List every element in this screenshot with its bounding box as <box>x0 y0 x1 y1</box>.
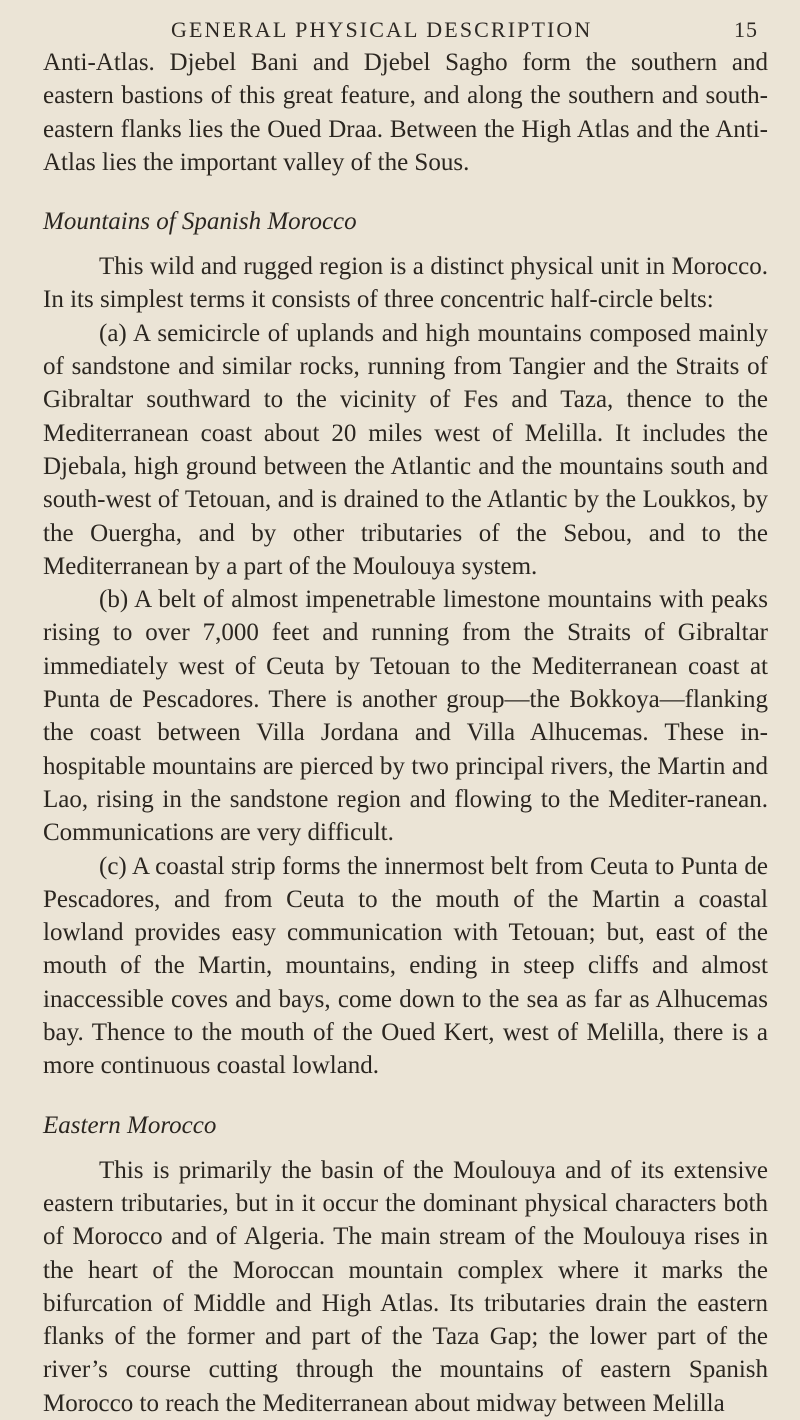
paragraph-eastern-morocco: This is primarily the basin of the Moulouya and of its extensive eastern tributaries, but in it occur the dominant physical characters both of Morocco and of Algeria. The main stream of the Moulouya rises in the heart of the Moroccan mountain complex where it marks the bifurcation of Middle and High Atlas. Its tributaries drain the eastern flanks of the former and part of the Taza Gap; the lower part of the river’s course cutting through the mountains of eastern Spanish Morocco to reach the Mediterranean about midway between Melilla <box>43 1156 768 1417</box>
paragraph-anti-atlas: Anti-Atlas. Djebel Bani and Djebel Sagho form the southern and eastern bastions of this great feature, and along the southern and south-eastern flanks lies the Oued Draa. Between the High Atlas and the Anti-Atlas lies the important valley of the Sous. <box>43 49 768 176</box>
running-head <box>43 14 768 46</box>
heading-mountains-of-spanish-morocco: Mountains of Spanish Morocco <box>43 208 357 236</box>
page-number: 15 <box>734 17 758 42</box>
body-text <box>43 46 768 1420</box>
paragraph-spanish-morocco-intro: This wild and rugged region is a distinct physical unit in Morocco. In its simplest terms it consists of three concentric half-circle belts: <box>43 253 768 314</box>
paragraph-belt-c: (c) A coastal strip forms the innermost belt from Ceuta to Punta de Pescadores, and from Ceuta to the mouth of the Martin a coastal lowland provides easy communication with Tetouan; but, east of the mouth of the Martin, mountains, ending in steep cliffs and almost inaccessible coves and bays, come down to the sea as far as Alhucemas bay. Thence to the mouth of the Oued Kert, west of Melilla, there is a more continuous coastal lowland. <box>43 852 768 1080</box>
paragraph-belt-a: (a) A semicircle of uplands and high mountains composed mainly of sandstone and similar rocks, running from Tangier and the Straits of Gibraltar southward to the vicinity of Fes and Taza, thence to the Mediterranean coast about 20 miles west of Melilla. It includes the Djebala, high ground between the Atlantic and the mountains south and south-west of Tetouan, and is drained to the Atlantic by the Loukkos, by the Ouergha, and by other tributaries of the Sebou, and to the Mediterranean by a part of the Moulouya system. <box>43 319 768 580</box>
running-head-title: GENERAL PHYSICAL DESCRIPTION <box>171 17 593 42</box>
heading-eastern-morocco: Eastern Morocco <box>43 1111 217 1139</box>
paragraph-belt-b: (b) A belt of almost impenetrable limestone mountains with peaks rising to over 7,000 feet and running from the Straits of Gibraltar immediately west of Ceuta by Tetouan to the Mediterranean coast at Punta de Pescadores. There is another group—the Bokkoya—flanking the coast between Villa Jordana and Villa Alhucemas. These in-hospitable mountains are pierced by two principal rivers, the Martin and Lao, rising in the sandstone region and flowing to the Mediter-ranean. Communications are very difficult. <box>43 586 768 847</box>
